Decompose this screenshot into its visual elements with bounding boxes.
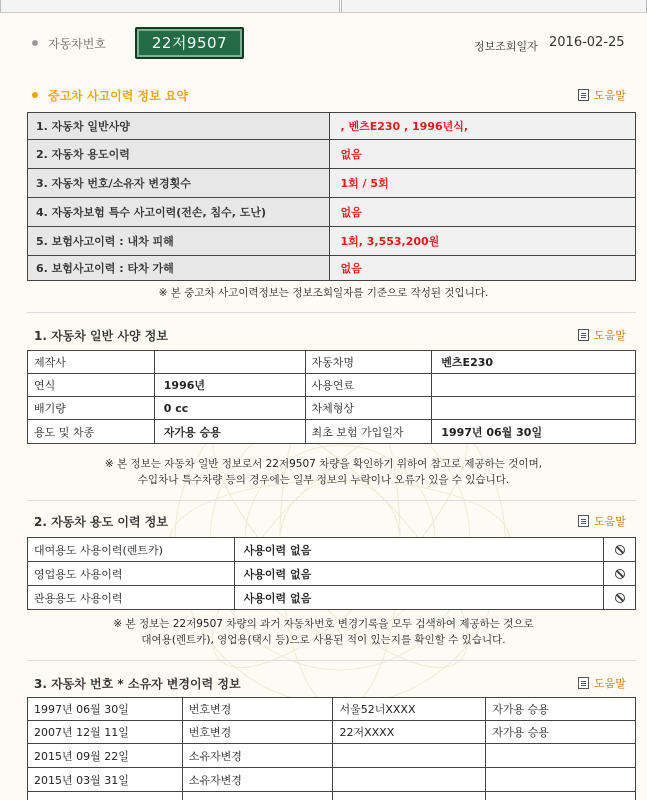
usage-value: 사용이력 없음 [234, 562, 603, 586]
usage-history-table [27, 537, 636, 610]
spec-key: 용도 및 차종 [28, 420, 155, 444]
help-link[interactable]: 도움말 [578, 87, 626, 103]
ban-icon [615, 569, 625, 579]
ban-icon [615, 545, 625, 555]
table-row [28, 256, 636, 281]
spec-key: 차체형상 [305, 397, 432, 420]
document-icon [578, 515, 589, 527]
owner-history-title: 3. 자동차 번호 * 소유자 변경이력 정보 [34, 677, 241, 691]
table-row [28, 744, 636, 768]
table-row [28, 562, 636, 586]
spec-value: 1997년 06월 30일 [432, 420, 636, 444]
owner-date [28, 792, 183, 800]
table-row [28, 198, 636, 227]
usage-status-cell [604, 562, 636, 586]
divider [27, 312, 636, 313]
owner-change-type: 번호변경 [182, 721, 333, 744]
table-row [28, 586, 636, 610]
inquiry-date-label: 정보조회일자 [474, 40, 538, 53]
usage-label: 영업용도 사용이력 [28, 562, 235, 586]
divider [27, 660, 636, 661]
usage-label: 관용용도 사용이력 [28, 586, 235, 610]
spec-key: 최초 보험 가입일자 [305, 420, 432, 444]
spec-value: 자가용 승용 [154, 420, 305, 444]
summary-value: 없음 [330, 140, 636, 169]
table-row [28, 113, 636, 140]
help-link[interactable]: 도움말 [578, 675, 626, 691]
summary-label: 5. 보험사고이력 : 내차 피해 [28, 227, 330, 256]
summary-title: 중고차 사고이력 정보 요약 [48, 89, 189, 103]
owner-number [333, 768, 486, 792]
help-link[interactable]: 도움말 [578, 513, 626, 529]
summary-value: 없음 [330, 256, 636, 281]
spec-key: 배기량 [28, 397, 155, 420]
usage-label: 대여용도 사용이력(렌트카) [28, 538, 235, 562]
summary-label: 3. 자동차 번호/소유자 변경횟수 [28, 169, 330, 198]
document-icon [578, 329, 589, 341]
usage-status-cell [604, 586, 636, 610]
usage-history-title: 2. 자동차 용도 이력 정보 [34, 515, 168, 529]
spec-value [432, 374, 636, 397]
owner-usage: 자가용 승용 [486, 698, 636, 721]
summary-label: 1. 자동차 일반사양 [28, 113, 330, 140]
owner-change-type: 소유자변경 [182, 768, 333, 792]
summary-value: , 벤츠E230 , 1996년식, [330, 113, 636, 140]
top-strip [0, 0, 647, 13]
table-row [28, 768, 636, 792]
vehicle-number-label: 자동차번호 [48, 37, 106, 51]
inquiry-date: 2016-02-25 [549, 35, 625, 50]
table-row [28, 351, 636, 374]
license-plate: 22저9507 [135, 27, 244, 59]
table-row [28, 538, 636, 562]
owner-change-type: 소유자변경 [182, 744, 333, 768]
owner-history-table [27, 697, 636, 800]
owner-number: 22저XXXX [333, 721, 486, 744]
spec-key: 사용연료 [305, 374, 432, 397]
general-spec-table [27, 350, 636, 444]
table-row [28, 169, 636, 198]
general-spec-title: 1. 자동차 일반 사양 정보 [34, 329, 168, 343]
bullet-icon [32, 92, 38, 98]
summary-table [27, 112, 636, 281]
table-row [28, 698, 636, 721]
usage-history-note-line2: 대여용(렌트카), 영업용(택시 등)으로 사용된 적이 있는지를 확인할 수 있습니다. [141, 634, 506, 646]
summary-note: ※ 본 중고차 사고이력정보는 정보조회일자를 기준으로 작성된 것입니다. [158, 287, 489, 299]
spec-value: 벤츠E230 [432, 351, 636, 374]
table-row [28, 792, 636, 800]
spec-value [432, 397, 636, 420]
usage-history-note-line1: ※ 본 정보는 22저9507 차량의 과거 자동차번호 변경기록을 모두 검색하여 제공하는 것으로 [113, 618, 534, 630]
owner-usage: 자가용 승용 [486, 721, 636, 744]
summary-label: 2. 자동차 용도이력 [28, 140, 330, 169]
owner-usage [486, 768, 636, 792]
owner-change-type [182, 792, 333, 800]
owner-date: 2007년 12월 11일 [28, 721, 183, 744]
general-spec-note-line1: ※ 본 정보는 자동차 일반 정보로서 22저9507 차량을 확인하기 위하여 참고로 제공하는 것이며, [104, 458, 543, 470]
divider [27, 500, 636, 501]
summary-value: 1회 / 5회 [330, 169, 636, 198]
bullet-icon [32, 40, 38, 46]
table-row [28, 420, 636, 444]
owner-date: 1997년 06월 30일 [28, 698, 183, 721]
document-icon [578, 677, 589, 689]
general-spec-note-line2: 수입차나 특수차량 등의 경우에는 일부 정보의 누락이나 오류가 있을 수 있습니다. [137, 474, 510, 486]
usage-value: 사용이력 없음 [234, 538, 603, 562]
owner-date: 2015년 03월 31일 [28, 768, 183, 792]
spec-value [154, 351, 305, 374]
owner-number: 서울52너XXXX [333, 698, 486, 721]
owner-number [333, 744, 486, 768]
table-row [28, 374, 636, 397]
document-icon [578, 89, 589, 101]
summary-value: 1회, 3,553,200원 [330, 227, 636, 256]
spec-value: 1996년 [154, 374, 305, 397]
spec-value: 0 cc [154, 397, 305, 420]
spec-key: 제작사 [28, 351, 155, 374]
owner-change-type: 번호변경 [182, 698, 333, 721]
table-row [28, 140, 636, 169]
owner-date: 2015년 09월 22일 [28, 744, 183, 768]
summary-label: 6. 보험사고이력 : 타차 가해 [28, 256, 330, 281]
summary-label: 4. 자동차보험 특수 사고이력(전손, 침수, 도난) [28, 198, 330, 227]
help-link[interactable]: 도움말 [578, 327, 626, 343]
spec-key: 자동차명 [305, 351, 432, 374]
owner-usage [486, 792, 636, 800]
table-row [28, 721, 636, 744]
owner-number [333, 792, 486, 800]
usage-value: 사용이력 없음 [234, 586, 603, 610]
summary-value: 없음 [330, 198, 636, 227]
owner-usage [486, 744, 636, 768]
spec-key: 연식 [28, 374, 155, 397]
top-tab[interactable] [341, 0, 647, 12]
top-tab[interactable] [0, 0, 340, 12]
ban-icon [615, 593, 625, 603]
table-row [28, 227, 636, 256]
table-row [28, 397, 636, 420]
usage-status-cell [604, 538, 636, 562]
